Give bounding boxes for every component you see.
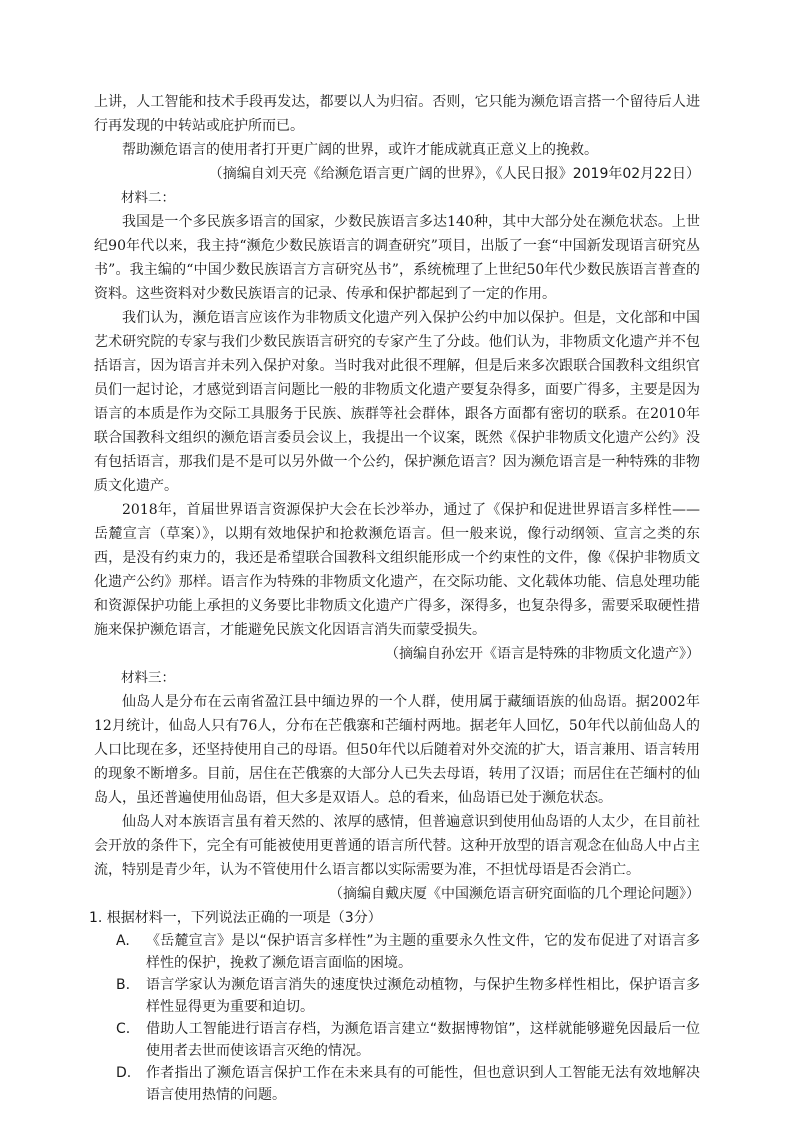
material3-paragraph: 仙岛人是分布在云南省盈江县中缅边界的一个人群，使用属于藏缅语族的仙岛语。据2002年12月统计，仙岛人只有76人，分布在芒俄寨和芒缅村两地。据老年人回忆，50年代以前仙岛人的人口比现在多，还坚持使用自己的母语。但50年代以后随着对外交流的扩大，语言兼用、语言转用的现象不断增多。目前，居住在芒俄寨的大部分人已失去母语，转用了汉语；而居住在芒缅村的仙岛人，虽还普遍使用仙岛语，但大多是双语人。总的看来，仙岛语已处于濒危状态。 <box>94 694 700 806</box>
material1-paragraph: 帮助濒危语言的使用者打开更广阔的世界，或许才能成就真正意义上的挽救。 <box>122 142 598 158</box>
option-d <box>94 1062 700 1106</box>
option-letter: B. <box>116 977 131 993</box>
material3-source: （摘编自戴庆厦《中国濒危语言研究面临的几个理论问题》） <box>329 886 700 902</box>
material1-source: （摘编自刘天亮《给濒危语言更广阔的世界》，《人民日报》2019年02月22日） <box>208 166 700 182</box>
material1-paragraph: 上讲，人工智能和技术手段再发达，都要以人为归宿。否则，它只能为濒危语言搭一个留待后人进行再发现的中转站或庇护所而已。 <box>94 94 700 134</box>
option-text: 语言学家认为濒危语言消失的速度快过濒危动植物，与保护生物多样性相比，保护语言多样性显得更为重要和迫切。 <box>146 977 700 1015</box>
option-text: 《岳麓宣言》是以“保护语言多样性”为主题的重要永久性文件，它的发布促进了对语言多样性的保护，挽救了濒危语言面临的困境。 <box>146 933 700 971</box>
material2-paragraph: 我国是一个多民族多语言的国家，少数民族语言多达140种，其中大部分处在濒危状态。上世纪90年代以来，我主持“濒危少数民族语言的调查研究”项目，出版了一套“中国新发现语言研究丛书”。我主编的“中国少数民族语言方言研究丛书”，系统梳理了上世纪50年代少数民族语言普查的资料。这些资料对少数民族语言的记录、传承和保护都起到了一定的作用。 <box>94 214 700 302</box>
material3-heading: 材料三： <box>121 670 175 686</box>
option-b <box>94 974 700 1018</box>
question-1 <box>89 906 700 1106</box>
option-list <box>94 930 700 1106</box>
material2-paragraph: 2018年，首届世界语言资源保护大会在长沙举办，通过了《保护和促进世界语言多样性——岳麓宣言（草案）》，以期有效地保护和抢救濒危语言。但一般来说，像行动纲领、宣言之类的东西，是没有约束力的，我还是希望联合国教科文组织能形成一个约束性的文件，像《保护非物质文化遗产公约》那样。语言作为特殊的非物质文化遗产，在交际功能、文化载体功能、信息处理功能和资源保护功能上承担的义务要比非物质文化遗产广得多，深得多，也复杂得多，需要采取硬性措施来保护濒危语言，才能避免民族文化因语言消失而蒙受损失。 <box>94 502 700 638</box>
material3-paragraph: 仙岛人对本族语言虽有着天然的、浓厚的感情，但普遍意识到使用仙岛语的人太少，在目前社会开放的条件下，完全有可能被使用更普通的语言所代替。这种开放型的语言观念在仙岛人中占主流，特别是青少年，认为不管使用什么语言都以实际需要为准，不担忧母语是否会消亡。 <box>94 814 700 878</box>
option-text: 借助人工智能进行语言存档，为濒危语言建立“数据博物馆”，这样就能够避免因最后一位使用者去世而使该语言灭绝的情况。 <box>146 1021 700 1059</box>
option-letter: D. <box>116 1065 132 1081</box>
page-content <box>89 90 700 1106</box>
option-letter: A. <box>116 933 130 949</box>
option-text: 作者指出了濒危语言保护工作在未来具有的可能性，但也意识到人工智能无法有效地解决语言使用热情的问题。 <box>146 1065 700 1103</box>
option-a <box>94 930 700 974</box>
material2-heading: 材料二： <box>121 190 175 206</box>
material2-paragraph: 我们认为，濒危语言应该作为非物质文化遗产列入保护公约中加以保护。但是，文化部和中国艺术研究院的专家与我们少数民族语言研究的专家产生了分歧。他们认为，非物质文化遗产并不包括语言，因为语言并未列入保护对象。当时我对此很不理解，但是后来多次跟联合国教科文组织官员们一起讨论，才感觉到语言问题比一般的非物质文化遗产要复杂得多，面要广得多，主要是因为语言的本质是作为交际工具服务于民族、族群等社会群体，跟各方面都有密切的联系。在2010年联合国教科文组织的濒危语言委员会议上，我提出一个议案，既然《保护非物质文化遗产公约》没有包括语言，那我们是不是可以另外做一个公约，保护濒危语言？因为濒危语言是一种特殊的非物质文化遗产。 <box>94 310 700 494</box>
material2-source: （摘编自孙宏开《语言是特殊的非物质文化遗产》） <box>385 646 700 662</box>
option-c <box>94 1018 700 1062</box>
option-letter: C. <box>116 1021 131 1037</box>
question-stem: 1. 根据材料一，下列说法正确的一项是（3分） <box>89 910 382 926</box>
